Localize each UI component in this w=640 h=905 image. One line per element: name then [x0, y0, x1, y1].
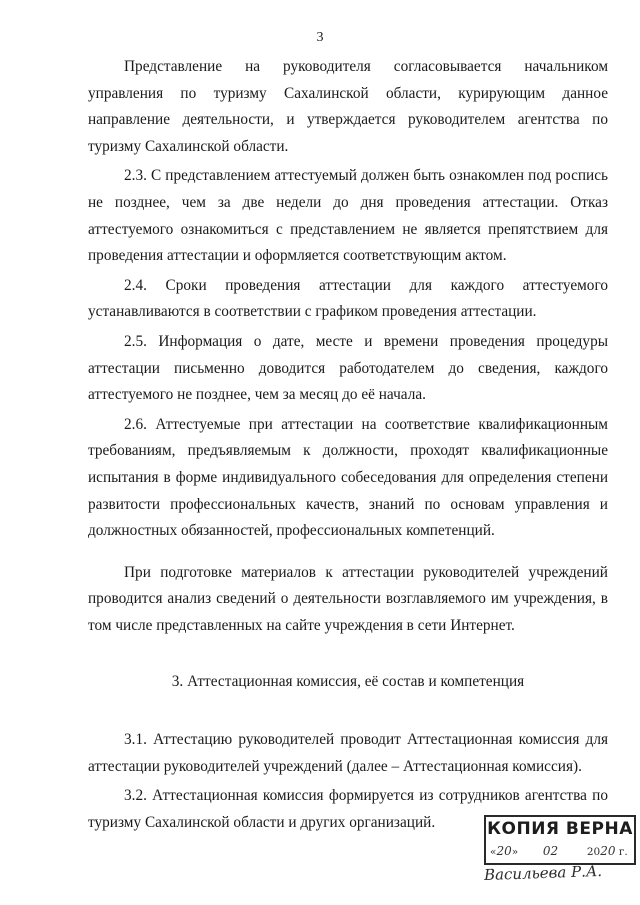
stamp-year-suffix: 20 [600, 844, 616, 858]
stamp-year-prefix: 20 [586, 846, 601, 858]
page-number: 3 [316, 30, 324, 45]
paragraph-3-2: 3.2. Аттестационная комиссия формируется из сотрудников агентства по туризму Сахалинской области и других организаций. [88, 787, 608, 831]
stamp-day: 20 [496, 844, 512, 858]
paragraph-3-1: 3.1. Аттестацию руководителей проводит Аттестационная комиссия для аттестации руководителей учреждений (далее – Аттестационная комиссия). [88, 731, 608, 775]
copy-certified-stamp [484, 815, 636, 865]
paragraph-materials-analysis: При подготовке материалов к аттестации руководителей учреждений проводится анализ сведений о деятельности возглавляемого им учреждения, в том числе представленных на сайте учреждения в сети Интернет. [88, 563, 608, 634]
stamp-date [490, 844, 630, 858]
paragraph-2-4: 2.4. Сроки проведения аттестации для каждого аттестуемого устанавливаются в соответствии с графиком проведения аттестации. [88, 276, 608, 321]
stamp-title: КОПИЯ ВЕРНА [487, 819, 633, 839]
handwritten-signature: Васильева Р.А. [483, 861, 603, 885]
stamp-month: 02 [542, 844, 559, 858]
paragraph-2-3: 2.3. С представлением аттестуемый должен быть ознакомлен под роспись не позднее, чем за две недели до дня проведения аттестации. Отказ аттестуемого ознакомиться с представлением не является препятствием для проведения аттестации и оформляется соответствующим актом. [88, 167, 608, 265]
paragraph-2-6: 2.6. Аттестуемые при аттестации на соответствие квалификационным требованиям, предъявляемым к должности, проходят квалификационные испытания в форме индивидуального собеседования для определения степени развитости профессиональных качеств, знаний по основам управления и должностных обязанностей, профессиональных компетенций. [88, 415, 608, 540]
stamp-open-quote: « [490, 846, 497, 858]
stamp-year-unit: г. [618, 846, 628, 858]
paragraph-representation-approval: Представление на руководителя согласовывается начальником управления по туризму Сахалинской области, курирующим данное направление деятельности, и утверждается руководителем агентства по туризму Сахалинской области. [88, 58, 608, 155]
document-body [88, 54, 608, 839]
paragraph-2-5: 2.5. Информация о дате, месте и времени проведения процедуры аттестации письменно доводится работодателем до сведения, каждого аттестуемого не позднее, чем за месяц до её начала. [88, 332, 608, 404]
section-heading: 3. Аттестационная комиссия, её состав и компетенция [171, 673, 525, 691]
stamp-close-quote: » [511, 846, 519, 858]
